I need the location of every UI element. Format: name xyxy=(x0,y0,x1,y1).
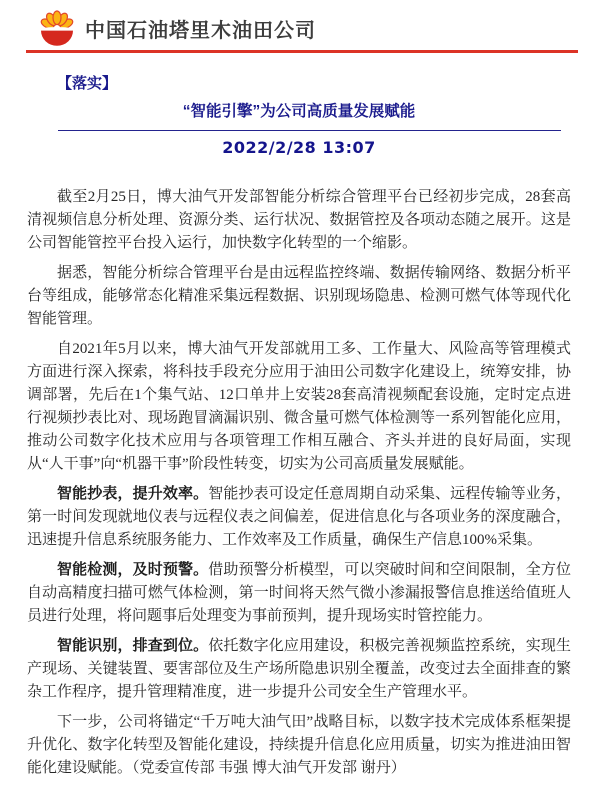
paragraph xyxy=(27,185,571,255)
company-name: 中国石油塔里木油田公司 xyxy=(85,19,316,42)
paragraph-text: 依托数字化应用建设，积极完善视频监控系统，实现生产现场、关键装置、要害部位及生产场所隐患识别全覆盖，改变过去全面排查的繁杂工作程序，提升管理精准度，进一步提升公司安全生产管理水平。 xyxy=(27,638,571,700)
paragraph-text: 智能抄表可设定任意周期自动采集、远程传输等业务，第一时间发现就地仪表与远程仪表之间偏差，促进信息化与各项业务的深度融合，迅速提升信息系统服务能力、工作效率及工作质量，确保生产信息100%采集。 xyxy=(27,486,571,548)
paragraph-lead: 智能抄表，提升效率。 xyxy=(57,485,209,502)
paragraph-text: 自2021年5月以来，博大油气开发部就用工多、工作量大、风险高等管理模式方面进行深入探索，将科技手段充分应用于油田公司数字化建设上，统筹安排，协调部署，先后在1个集气站、12口单井上安装28套高清视频配套设施，定时定点进行视频抄表比对、现场跑冒滴漏识别、微含量可燃气体检测等一系列智能化应用，推动公司数字化技术应用与各项管理工作相互融合、齐头并进的良好局面，实现从“人干事”向“机器干事”阶段性转变，切实为公司高质量发展赋能。 xyxy=(27,341,571,472)
paragraph xyxy=(27,634,571,704)
paragraph xyxy=(27,710,571,780)
petrochina-flame-logo-icon xyxy=(36,9,78,47)
paragraph-lead: 智能识别，排查到位。 xyxy=(57,637,209,654)
paragraph xyxy=(27,337,571,476)
paragraph-text: 借助预警分析模型，可以突破时间和空间限制，全方位自动高精度扫描可燃气体检测，第一时间将天然气微小渗漏报警信息推送给值班人员进行处理，将问题事后处理变为事前预判，提升现场实时管控能力。 xyxy=(27,562,571,624)
article-title: “智能引擎”为公司高质量发展赋能 xyxy=(182,103,416,120)
paragraph-lead: 智能检测，及时预警。 xyxy=(57,561,209,578)
article-date: 2022/2/28 13:07 xyxy=(222,138,376,157)
category-tag: 【落实】 xyxy=(57,75,118,92)
article xyxy=(0,72,600,780)
title-divider xyxy=(58,130,561,131)
site-header xyxy=(0,0,600,49)
paragraph xyxy=(27,261,571,331)
header-divider xyxy=(26,50,578,53)
paragraph-text: 截至2月25日，博大油气开发部智能分析综合管理平台已经初步完成，28套高清视频信息分析处理、资源分类、运行状况、数据管控及各项动态随之展开。这是公司智能管控平台投入运行，加快数字化转型的一个缩影。 xyxy=(27,189,571,251)
paragraph xyxy=(27,558,571,628)
paragraph-text: 下一步，公司将锚定“千万吨大油气田”战略目标，以数字技术完成体系框架提升优化、数字化转型及智能化建设，持续提升信息化应用质量，切实为推进油田智能化建设赋能。（党委宣传部 韦强 博大油气开发部 谢丹） xyxy=(27,714,571,776)
paragraph-text: 据悉，智能分析综合管理平台是由远程监控终端、数据传输网络、数据分析平台等组成，能够常态化精准采集远程数据、识别现场隐患、检测可燃气体等现代化智能管理。 xyxy=(27,265,571,327)
paragraph xyxy=(27,482,571,552)
article-body xyxy=(27,185,571,780)
